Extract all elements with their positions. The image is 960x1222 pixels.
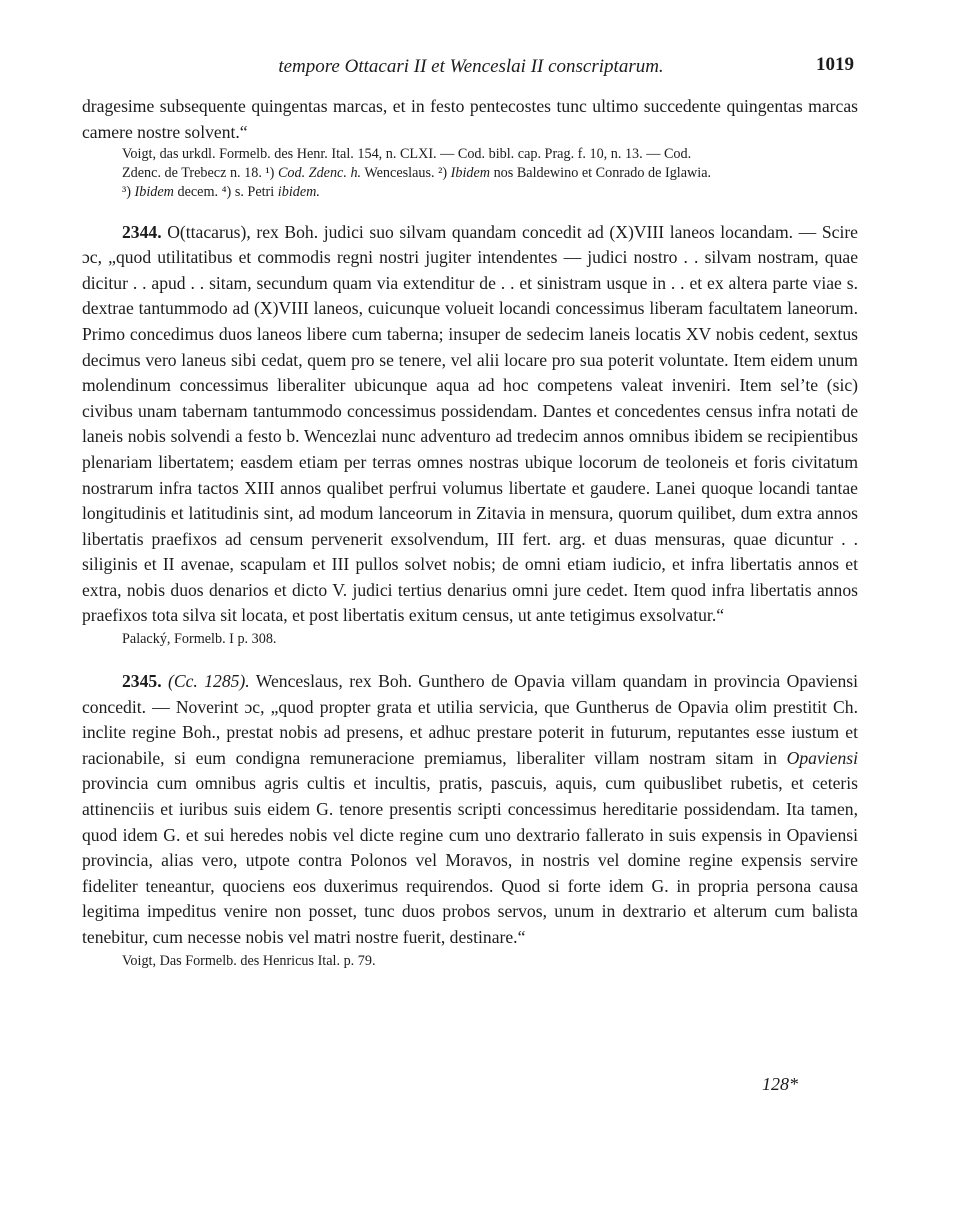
page-header	[80, 52, 862, 82]
running-title: tempore Ottacari II et Wenceslai II conscriptarum.	[278, 56, 664, 77]
entry-2345	[82, 669, 858, 951]
page-number: 1019	[816, 54, 854, 75]
note-text: nos Baldewino et Conrado de Iglawia.	[490, 164, 712, 181]
entry-number: 2344.	[122, 221, 162, 242]
place-name: Opaviensi	[786, 747, 858, 768]
note-line: Voigt, das urkdl. Formelb. des Henr. Ital. 154, n. CLXI. — Cod. bibl. cap. Prag. f. 10, n. 13. — Cod.	[122, 146, 692, 163]
sheet-signature: 128*	[762, 1074, 798, 1094]
note-text: ³)	[122, 183, 135, 200]
entry-number: 2345.	[122, 671, 162, 692]
entry-source: Palacký, Formelb. I p. 308.	[122, 631, 277, 648]
body-text	[82, 94, 858, 971]
continuation-paragraph: dragesime subsequente quingentas marcas, et in festo pentecostes tunc ultimo succedente quingentas marcas camere nostre solvent.“	[82, 96, 858, 142]
entry-text: O(ttacarus), rex Boh. judici suo silvam quandam concedit ad (X)VIII laneos locandam. — Scire ɔc, „quod utilitatibus et commodis regni nostri jugiter intendentes — judici nostro . . silvam nostram, quae dicitur . . apud . . sitam, secundum quam via extenditur de . . et sinistram usque in . . et ex altera parte viae s. dextrae tantummodo ad (X)VIII laneos, cuicunque volueit locandi concessimus liberam facultatem laneorum. Primo concedimus duos laneos libere cum taberna; insuper de sedecim laneis locatis XV nobis cedent, sextus decimus vero laneus sibi cedat, quem pro se tenere, vel alii locare pro sua poterit voluntate. Item eidem unum molendinum concessimus liberaliter ubicunque aqua ad hoc competens valeat inveniri. Item sel’te (sic) civibus unam tabernam tantummodo concessimus possidendam. Dantes et concedentes census infra notati de laneis nobis solvendi a festo b. Wencezlai nunc adventuro ad tredecim annos omnibus ibidem se recipientibus plenariam libertatem; easdem etiam per terras omnes nostras ubique locorum de teoloneis et foris civitatum nostrarum infra tactos XIII annos qualibet perfrui volumus libertate et gaudere. Lanei quoque locandi tantae longitudinis et latitudinis sint, ad modum lanceorum in Zitavia in mensura, quorum quilibet, dum extra annos libertatis praefixos ad censum pervenerit exsolvendum, III fert. arg. et duas mensuras, quae dicuntur . . siliginis et II avenae, scapulam et III pullos solvet nobis; de omni etiam iudicio, et infra libertatis annos et extra, nobis duos denarios et dicto V. judici tertius denarius omni jure cedet. Item quod infra libertatis annos praefixos tota silva sit locata, et post libertatis exitum census, ut ante tetigimus exsolvatur.“	[82, 221, 858, 626]
note-text: decem. ⁴) s. Petri	[173, 183, 278, 200]
note-text: Zdenc. de Trebecz n. 18. ¹)	[122, 164, 278, 181]
entry-text: Wenceslaus, rex Boh. Gunthero de Opavia villam quandam in provincia Opaviensi concedit. — Noverint ɔc, „quod propter grata et utilia servicia, que Guntherus de Opavia olim prestitit Ch. inclite regine Boh., prestat nobis ad presens, et adhuc prestare poterit in futurum, reputantes esse iustum et racionabile, si eum condigna remuneracione premiamus, liberaliter villam nostram sitam in	[82, 671, 858, 768]
note-italic: ibidem.	[277, 183, 320, 200]
note-italic: Ibidem	[134, 183, 174, 200]
entry-2344	[82, 220, 858, 630]
entry-source: Voigt, Das Formelb. des Henricus Ital. p. 79.	[122, 952, 376, 969]
entry-date: (Cc. 1285).	[168, 671, 250, 692]
entry-text: provincia cum omnibus agris cultis et incultis, pratis, pascuis, aquis, cum quibuslibet rubetis, et ceteris attinenciis et iuribus suis eidem G. tenore presentis scripti concessimus hereditarie possidendam. Ita tamen, quod idem G. et sui heredes nobis vel dicte regine cum uno dextrario fallerato in suis expensis in Opaviensi provincia, alias vero, utpote contra Polonos vel Moravos, in nostris vel domine regine expensis servire fideliter teneantur, quociens eos duxerimus requirendos. Quod si forte idem G. in propria persona causa legitima impeditus venire non posset, tunc duos probos servos, unum in dextrario et alterum cum balista tenebitur, cum necesse nobis vel matri nostre fuerit, destinare.“	[82, 773, 858, 948]
note-italic: Cod. Zdenc. h.	[277, 164, 362, 181]
previous-entry-notes	[82, 145, 858, 201]
note-italic: Ibidem	[450, 164, 491, 181]
note-text: Wenceslaus. ²)	[361, 164, 451, 181]
